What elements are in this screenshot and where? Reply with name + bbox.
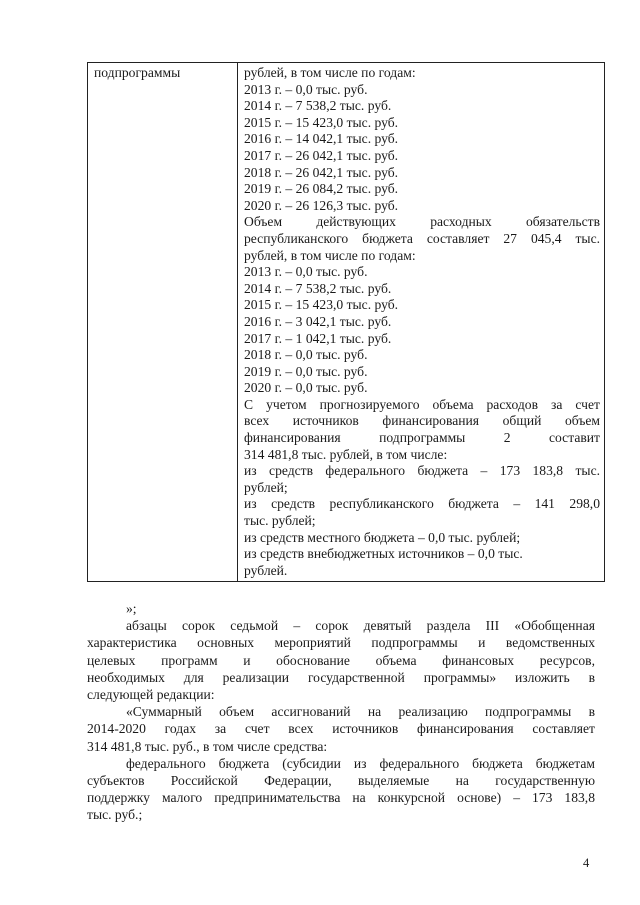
table-line: 2018 г. – 0,0 тыс. руб. xyxy=(244,347,368,363)
body-line: 2014-2020 годах за счет всех источников финансирования составляет xyxy=(87,721,595,737)
table-line: рублей; xyxy=(244,479,288,495)
table-line: из средств внебюджетных источников – 0,0 тыс. xyxy=(244,546,523,562)
table-line: рублей. xyxy=(244,562,288,578)
table-line: 2019 г. – 26 084,2 тыс. руб. xyxy=(244,181,399,197)
table-content-cell xyxy=(238,63,605,582)
table-line: рублей, в том числе по годам: xyxy=(244,247,416,263)
body-line: федерального бюджета (субсидии из федерального бюджета бюджетам xyxy=(126,755,595,771)
table-line: 2017 г. – 1 042,1 тыс. руб. xyxy=(244,330,392,346)
body-line: субъектов Российской Федерации, выделяемые на государственную xyxy=(87,773,595,789)
table-line: всех источников финансирования общий объем xyxy=(244,413,600,429)
table-line: 2020 г. – 26 126,3 тыс. руб. xyxy=(244,197,399,213)
table-line: рублей, в том числе по годам: xyxy=(244,65,416,80)
table-line: 2014 г. – 7 538,2 тыс. руб. xyxy=(244,98,392,114)
body-line: характеристика основных мероприятий подпрограммы и ведомственных xyxy=(87,635,595,651)
table-line: 2016 г. – 3 042,1 тыс. руб. xyxy=(244,313,392,329)
table-line: 314 481,8 тыс. рублей, в том числе: xyxy=(244,446,448,462)
table-line: 2016 г. – 14 042,1 тыс. руб. xyxy=(244,131,399,147)
table-line: 2017 г. – 26 042,1 тыс. руб. xyxy=(244,147,399,163)
table-line: из средств местного бюджета – 0,0 тыс. рублей; xyxy=(244,529,521,545)
body-line: следующей редакции: xyxy=(87,687,215,703)
body-line: целевых программ и обоснование объема финансовых ресурсов, xyxy=(87,652,595,668)
body-text xyxy=(87,600,595,824)
table-line: С учетом прогнозируемого объема расходов за счет xyxy=(244,396,600,412)
body-line: «Суммарный объем ассигнований на реализацию подпрограммы в xyxy=(126,704,595,720)
page-number: 4 xyxy=(583,856,590,870)
body-line: поддержку малого предпринимательства на конкурсной основе) – 173 183,8 xyxy=(87,790,595,806)
table-line: 2018 г. – 26 042,1 тыс. руб. xyxy=(244,164,399,180)
table-line: 2013 г. – 0,0 тыс. руб. xyxy=(244,264,368,280)
table-row xyxy=(88,63,605,582)
funding-table xyxy=(87,62,605,582)
body-line: тыс. руб.; xyxy=(87,807,143,823)
table-line: 2015 г. – 15 423,0 тыс. руб. xyxy=(244,297,399,313)
table-label-cell xyxy=(88,63,238,582)
table-line: из средств федерального бюджета – 173 183,8 тыс. xyxy=(244,463,600,479)
body-line: 314 481,8 тыс. руб., в том числе средства: xyxy=(87,738,328,754)
table-line: 2013 г. – 0,0 тыс. руб. xyxy=(244,81,368,97)
table-line: 2014 г. – 7 538,2 тыс. руб. xyxy=(244,280,392,296)
table-line: республиканского бюджета составляет 27 045,4 тыс. xyxy=(244,230,600,246)
table-line: 2019 г. – 0,0 тыс. руб. xyxy=(244,363,368,379)
table-line: тыс. рублей; xyxy=(244,513,316,529)
closing-quote: »; xyxy=(126,601,137,616)
table-line: из средств республиканского бюджета – 141 298,0 xyxy=(244,496,600,512)
table-label: подпрограммы xyxy=(94,65,181,80)
body-line: абзацы сорок седьмой – сорок девятый раздела III «Обобщенная xyxy=(126,618,595,634)
table-line: финансирования подпрограммы 2 составит xyxy=(244,430,600,446)
table-line: 2020 г. – 0,0 тыс. руб. xyxy=(244,380,368,396)
table-line: 2015 г. – 15 423,0 тыс. руб. xyxy=(244,114,399,130)
body-line: необходимых для реализации государственной программы» изложить в xyxy=(87,669,595,685)
table-line: Объем действующих расходных обязательств xyxy=(244,214,600,230)
